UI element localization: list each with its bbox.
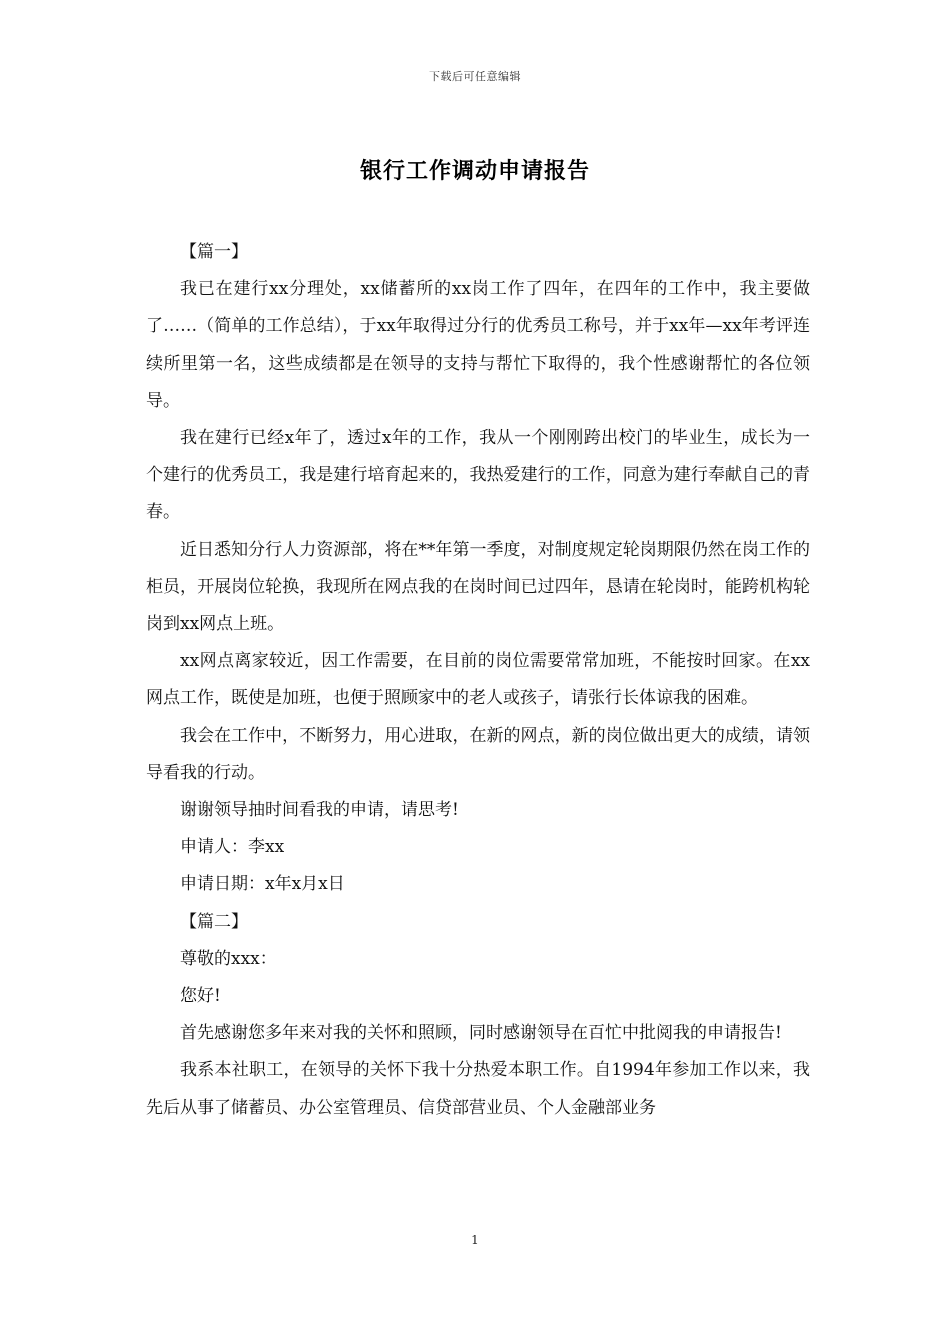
date-line: 申请日期：x年x月x日 [180,874,345,895]
paragraph: xx网点离家较近，因工作需要，在目前的岗位需要常常加班，不能按时回家。在xx网点工作，既使是加班，也便于照顾家中的老人或孩子，请张行长体谅我的困难。 [146,651,810,709]
header-note: 下载后可任意编辑 [429,70,521,83]
paragraph: 我已在建行xx分理处，xx储蓄所的xx岗工作了四年，在四年的工作中，我主要做了……（简单的工作总结），于xx年取得过分行的优秀员工称号，并于xx年—xx年考评连续所里第一名，这些成绩都是在领导的支持与帮忙下取得的，我个性感谢帮忙的各位领导。 [146,279,810,411]
salutation: 尊敬的xxx： [180,948,277,969]
section-heading-2: 【篇二】 [180,911,248,932]
document-body [146,234,810,1127]
paragraph: 近日悉知分行人力资源部，将在**年第一季度，对制度规定轮岗期限仍然在岗工作的柜员，开展岗位轮换，我现所在网点我的在岗时间已过四年，恳请在轮岗时，能跨机构轮岗到xx网点上班。 [146,539,810,635]
greeting: 您好! [180,986,221,1007]
paragraph: 我在建行已经x年了，透过x年的工作，我从一个刚刚跨出校门的毕业生，成长为一个建行的优秀员工，我是建行培育起来的，我热爱建行的工作，同意为建行奉献自己的青春。 [146,428,810,523]
paragraph: 我会在工作中，不断努力，用心进取，在新的网点，新的岗位做出更大的成绩，请领导看我的行动。 [146,725,810,783]
paragraph: 我系本社职工，在领导的关怀下我十分热爱本职工作。自1994年参加工作以来，我先后从事了储蓄员、办公室管理员、信贷部营业员、个人金融部业务 [146,1060,810,1118]
section-heading-1: 【篇一】 [180,242,248,262]
document-title: 银行工作调动申请报告 [359,158,590,184]
paragraph: 首先感谢您多年来对我的关怀和照顾，同时感谢领导在百忙中批阅我的申请报告! [180,1023,782,1044]
closing-line: 谢谢领导抽时间看我的申请，请思考! [180,800,459,821]
page-number: 1 [471,1233,479,1247]
applicant-line: 申请人：李xx [180,837,285,858]
